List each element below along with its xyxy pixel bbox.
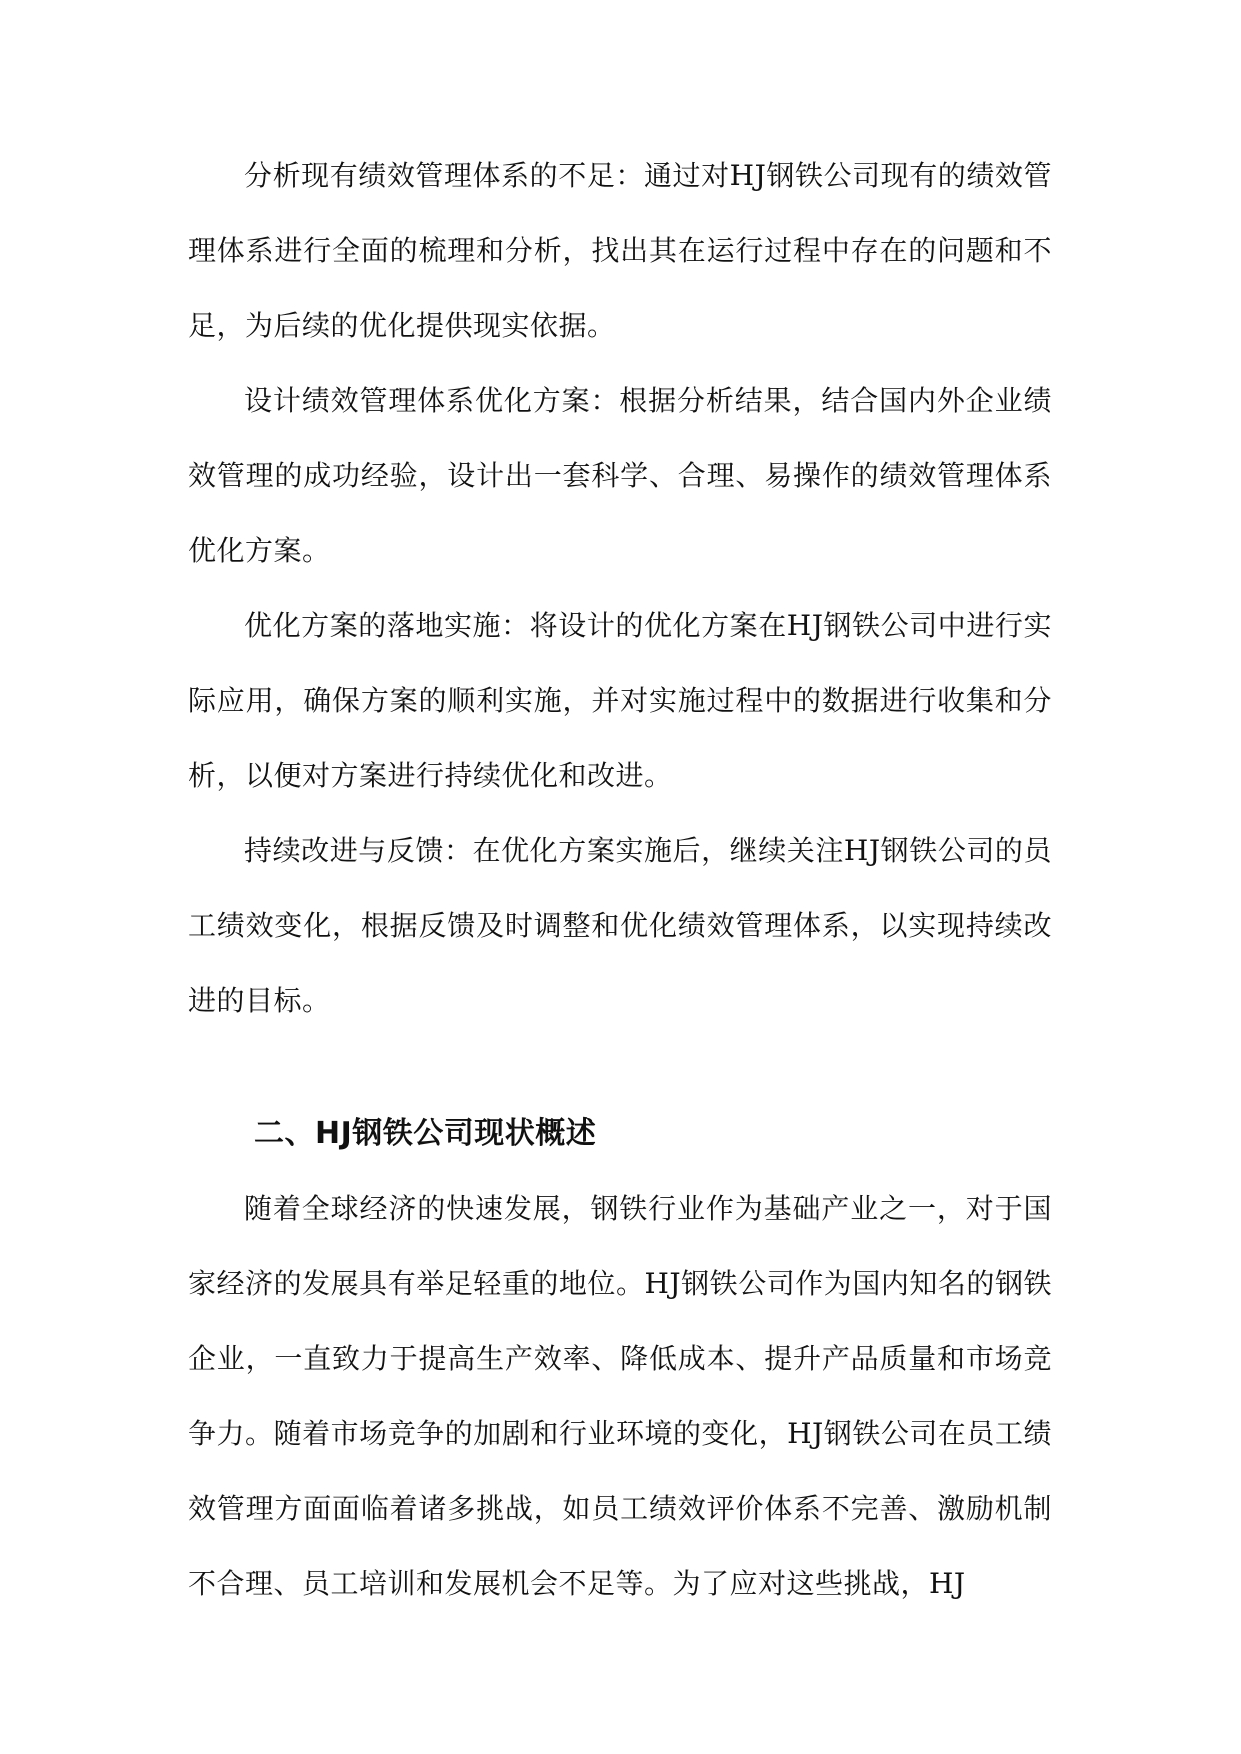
paragraph-company-overview: 随着全球经济的快速发展，钢铁行业作为基础产业之一，对于国家经济的发展具有举足轻重的地位。HJ钢铁公司作为国内知名的钢铁企业，一直致力于提高生产效率、降低成本、提升产品质量和市场竞争力。随着市场竞争的加剧和行业环境的变化，HJ钢铁公司在员工绩效管理方面面临着诸多挑战，如员工绩效评价体系不完善、激励机制不合理、员工培训和发展机会不足等。为了应对这些挑战，HJ: [188, 1192, 1052, 1600]
section-heading: 二、HJ钢铁公司现状概述: [254, 1116, 597, 1151]
paragraph-implementation: 优化方案的落地实施：将设计的优化方案在HJ钢铁公司中进行实际应用，确保方案的顺利实施，并对实施过程中的数据进行收集和分析，以便对方案进行持续优化和改进。: [188, 609, 1052, 792]
paragraph-design-plan: 设计绩效管理体系优化方案：根据分析结果，结合国内外企业绩效管理的成功经验，设计出一套科学、合理、易操作的绩效管理体系优化方案。: [188, 384, 1052, 567]
page-content: [188, 138, 1052, 1621]
paragraph-continuous-improvement: 持续改进与反馈：在优化方案实施后，继续关注HJ钢铁公司的员工绩效变化，根据反馈及时调整和优化绩效管理体系，以实现持续改进的目标。: [188, 834, 1052, 1017]
paragraph-analyze-shortcomings: 分析现有绩效管理体系的不足：通过对HJ钢铁公司现有的绩效管理体系进行全面的梳理和分析，找出其在运行过程中存在的问题和不足，为后续的优化提供现实依据。: [188, 159, 1052, 342]
